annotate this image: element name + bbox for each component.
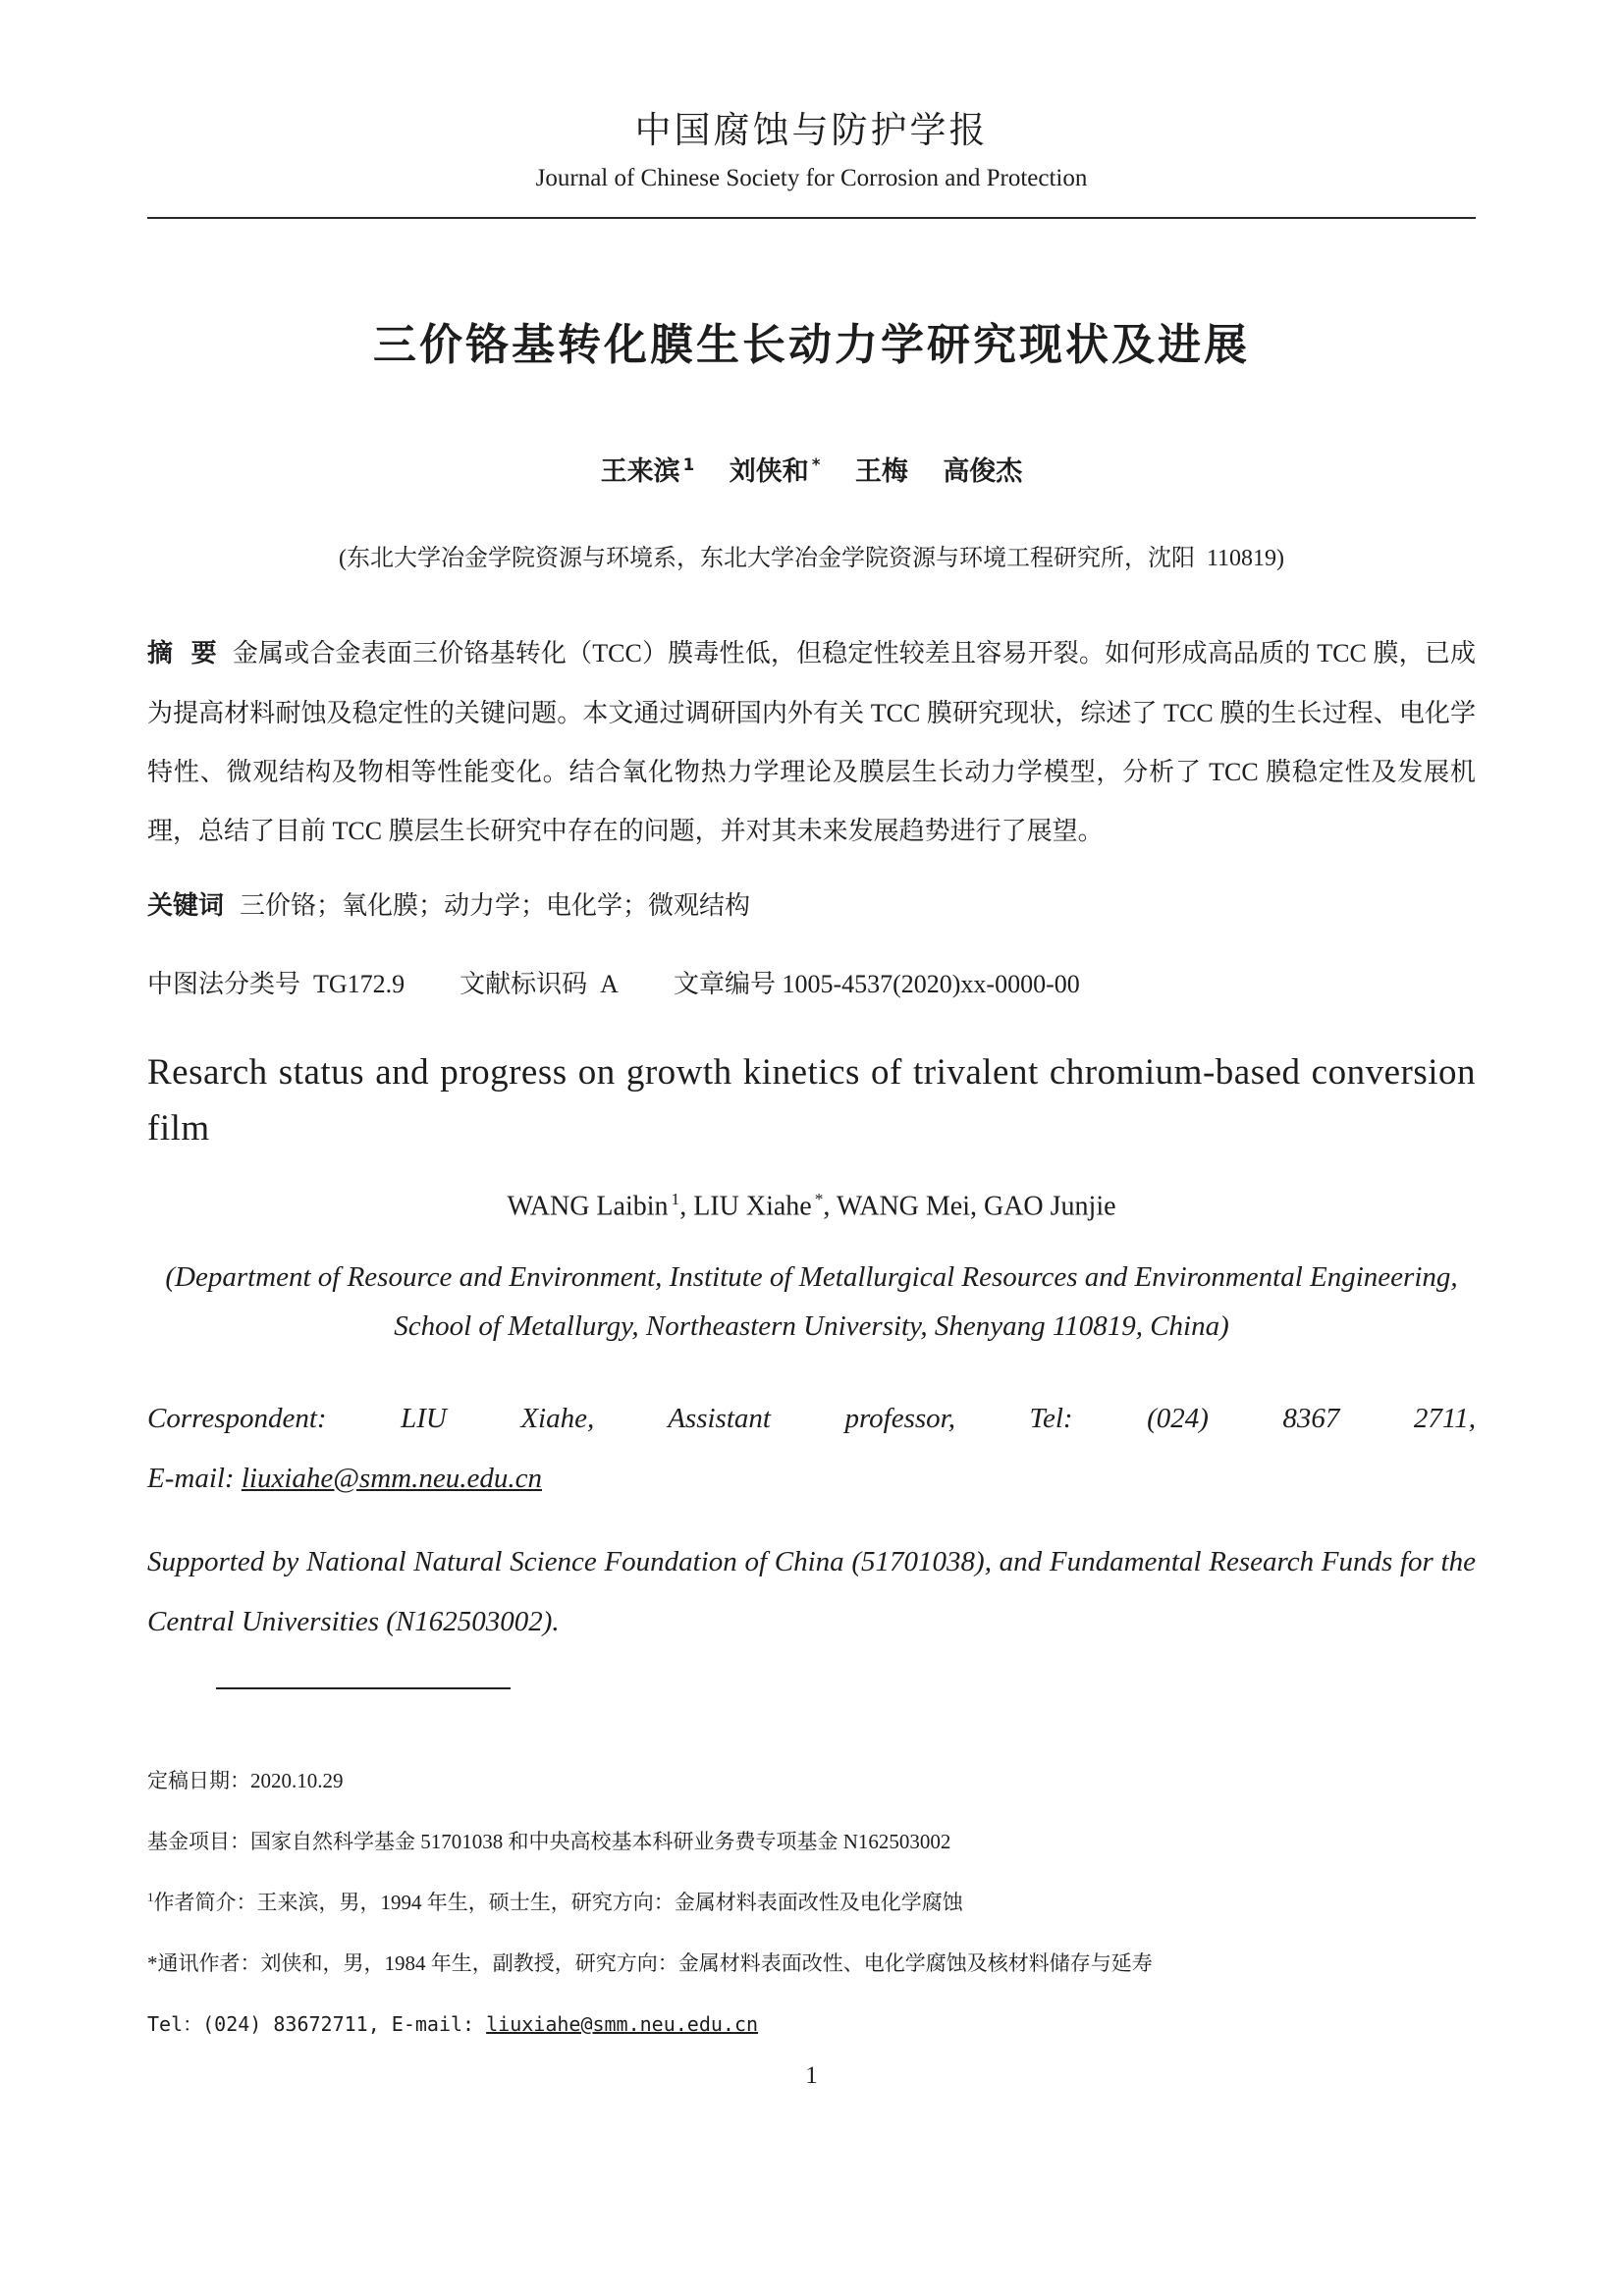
article-title-zh: 三价铬基转化膜生长动力学研究现状及进展 bbox=[373, 319, 1250, 370]
author-zh-3 bbox=[855, 456, 908, 487]
affiliation-zh: (东北大学冶金学院资源与环境系，东北大学冶金学院资源与环境工程研究所，沈阳 110819) bbox=[338, 545, 1285, 571]
authors-en bbox=[147, 1190, 1476, 1222]
article-title-en: Resarch status and progress on growth kinetics of trivalent chromium-based conversion film bbox=[147, 1051, 1476, 1148]
author-en-3: , WANG Mei, GAO Junjie bbox=[823, 1191, 1116, 1222]
author-name: 刘侠和 bbox=[729, 455, 809, 487]
header-divider bbox=[147, 217, 1476, 219]
affiliation-en: (Department of Resource and Environment, Institute of Metallurgical Resources and Environmental Engineering, School of Metallurgy, Northeastern University, Shenyang 110819, China) bbox=[165, 1260, 1458, 1343]
correspondent-email-line bbox=[147, 1449, 1476, 1509]
footnote-fund: 基金项目：国家自然科学基金 51701038 和中央高校基本科研业务费专项基金 N162503002 bbox=[147, 1829, 951, 1853]
article-id: 文章编号 1005-4537(2020)xx-0000-00 bbox=[673, 969, 1080, 998]
footnote-author-bio bbox=[147, 1890, 1476, 1915]
correspondent-email-link[interactable]: liuxiahe@smm.neu.edu.cn bbox=[241, 1462, 542, 1494]
footnote-divider bbox=[216, 1687, 511, 1689]
author-affiliation-marker: 1 bbox=[671, 1190, 680, 1209]
clc-number: 中图法分类号 TG172.9 bbox=[147, 969, 406, 998]
footnote-date: 定稿日期：2020.10.29 bbox=[147, 1768, 344, 1792]
page-number: 1 bbox=[805, 2062, 818, 2089]
author-affiliation-marker: 1 bbox=[682, 454, 695, 474]
funding-statement: Supported by National Natural Science Foundation of China (51701038), and Fundamental Research Funds for the Central Universities (N162503002). bbox=[147, 1545, 1476, 1637]
journal-header bbox=[147, 108, 1476, 219]
corresponding-author-marker: * bbox=[814, 1190, 824, 1209]
correspondent-block bbox=[147, 1389, 1476, 1509]
corresponding-author-marker: * bbox=[811, 454, 821, 474]
author-zh-4 bbox=[943, 456, 1022, 487]
keywords-text: 三价铬；氧化膜；动力学；电化学；微观结构 bbox=[240, 890, 751, 920]
abstract-text: 金属或合金表面三价铬基转化（TCC）膜毒性低，但稳定性较差且容易开裂。如何形成高品质的 TCC 膜，已成为提高材料耐蚀及稳定性的关键问题。本文通过调研国内外有关 TCC 膜研究现状，综述了 TCC 膜的生长过程、电化学特性、微观结构及物相等性能变化。结合氧化物热力学理论及膜层生长动力学模型，分析了 TCC 膜稳定性及发展机理，总结了目前 TCC 膜层生长研究中存在的问题，并对其未来发展趋势进行了展望。 bbox=[147, 639, 1476, 845]
footnote-contact bbox=[147, 2012, 1476, 2037]
footnote-email-link[interactable]: liuxiahe@smm.neu.edu.cn bbox=[486, 2011, 759, 2036]
correspondent-line: Correspondent: LIU Xiahe, Assistant professor, Tel: (024) 8367 2711, bbox=[147, 1403, 1476, 1435]
author-name: 王来滨 bbox=[600, 455, 680, 487]
authors-zh bbox=[147, 450, 1476, 488]
footnote-corresponding-author: *通讯作者：刘侠和，男，1984 年生，副教授，研究方向：金属材料表面改性、电化学腐蚀及核材料储存与延寿 bbox=[147, 1951, 1153, 1976]
classification-line bbox=[147, 965, 1476, 1003]
document-code: 文献标识码 A bbox=[460, 969, 619, 998]
abstract bbox=[147, 624, 1476, 860]
keywords bbox=[147, 886, 1476, 926]
footnote-author-bio-text: 作者简介：王来滨，男，1994 年生，硕士生，研究方向：金属材料表面改性及电化学腐蚀 bbox=[153, 1891, 963, 1915]
footnotes bbox=[147, 1768, 1476, 2037]
author-zh-1 bbox=[601, 456, 695, 487]
abstract-label: 摘 要 bbox=[147, 639, 217, 669]
journal-title-en: Journal of Chinese Society for Corrosion and Protection bbox=[535, 165, 1088, 192]
keywords-label: 关键词 bbox=[147, 890, 225, 921]
footnote-tel-label: Tel：(024) 83672711, E-mail: bbox=[147, 2011, 487, 2036]
author-name: 高俊杰 bbox=[943, 455, 1023, 487]
author-zh-2 bbox=[730, 456, 821, 487]
email-label: E-mail: bbox=[147, 1462, 242, 1494]
author-en-1: WANG Laibin bbox=[507, 1191, 669, 1222]
footnote-author-bio-marker: 1 bbox=[147, 1890, 154, 1905]
author-name: 王梅 bbox=[854, 455, 908, 487]
author-en-2: , LIU Xiahe bbox=[679, 1191, 812, 1222]
journal-title-zh: 中国腐蚀与防护学报 bbox=[634, 111, 989, 151]
